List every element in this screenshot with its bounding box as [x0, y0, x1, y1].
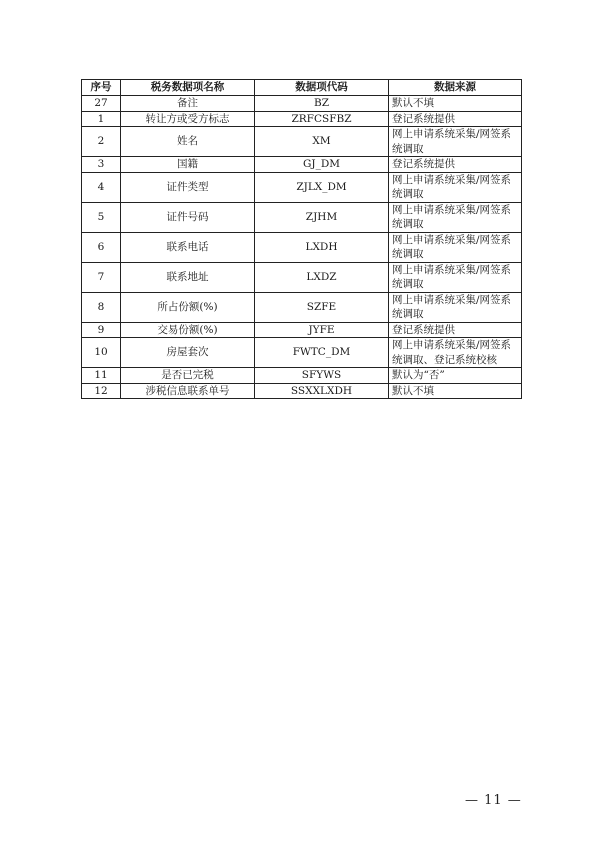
cell-item-code: ZJHM [255, 202, 389, 232]
cell-item-name: 联系电话 [121, 232, 255, 262]
cell-data-source: 登记系统提供 [389, 111, 522, 127]
cell-item-code: XM [255, 127, 389, 157]
cell-item-code: BZ [255, 96, 389, 112]
cell-serial: 2 [82, 127, 121, 157]
table-row [82, 111, 522, 127]
cell-item-name: 证件号码 [121, 202, 255, 232]
header-data-source: 数据来源 [389, 80, 522, 96]
cell-item-code: LXDZ [255, 262, 389, 292]
cell-serial: 6 [82, 232, 121, 262]
table-row [82, 262, 522, 292]
cell-item-code: SSXXLXDH [255, 383, 389, 399]
table-header-row [82, 80, 522, 96]
cell-item-name: 证件类型 [121, 172, 255, 202]
table-row [82, 383, 522, 399]
cell-serial: 27 [82, 96, 121, 112]
cell-item-name: 姓名 [121, 127, 255, 157]
table-row [82, 172, 522, 202]
cell-item-code: ZJLX_DM [255, 172, 389, 202]
cell-item-code: FWTC_DM [255, 338, 389, 368]
header-serial: 序号 [82, 80, 121, 96]
cell-data-source: 网上申请系统采集/网签系统调取 [389, 172, 522, 202]
cell-item-name: 所占份额(%) [121, 292, 255, 322]
cell-item-name: 交易份额(%) [121, 322, 255, 338]
table-row [82, 127, 522, 157]
table-row [82, 368, 522, 384]
table-row [82, 96, 522, 112]
table-row [82, 292, 522, 322]
cell-data-source: 默认不填 [389, 383, 522, 399]
cell-item-name: 转让方或受方标志 [121, 111, 255, 127]
cell-data-source: 网上申请系统采集/网签系统调取 [389, 127, 522, 157]
cell-item-code: ZRFCSFBZ [255, 111, 389, 127]
cell-serial: 12 [82, 383, 121, 399]
cell-data-source: 默认不填 [389, 96, 522, 112]
cell-item-name: 国籍 [121, 157, 255, 173]
cell-data-source: 网上申请系统采集/网签系统调取、登记系统校核 [389, 338, 522, 368]
cell-item-code: GJ_DM [255, 157, 389, 173]
cell-item-name: 涉税信息联系单号 [121, 383, 255, 399]
cell-serial: 4 [82, 172, 121, 202]
cell-serial: 3 [82, 157, 121, 173]
cell-data-source: 网上申请系统采集/网签系统调取 [389, 202, 522, 232]
cell-data-source: 网上申请系统采集/网签系统调取 [389, 262, 522, 292]
cell-serial: 10 [82, 338, 121, 368]
cell-serial: 11 [82, 368, 121, 384]
tax-data-table [81, 79, 522, 399]
cell-item-name: 联系地址 [121, 262, 255, 292]
table-row [82, 157, 522, 173]
cell-item-code: LXDH [255, 232, 389, 262]
cell-item-code: JYFE [255, 322, 389, 338]
cell-item-code: SZFE [255, 292, 389, 322]
cell-item-code: SFYWS [255, 368, 389, 384]
cell-serial: 7 [82, 262, 121, 292]
cell-item-name: 房屋套次 [121, 338, 255, 368]
cell-data-source: 默认为“否” [389, 368, 522, 384]
cell-data-source: 网上申请系统采集/网签系统调取 [389, 292, 522, 322]
header-item-code: 数据项代码 [255, 80, 389, 96]
page-number: — 11 — [465, 793, 522, 808]
cell-serial: 5 [82, 202, 121, 232]
table-row [82, 202, 522, 232]
cell-item-name: 是否已完税 [121, 368, 255, 384]
cell-serial: 8 [82, 292, 121, 322]
data-table-container [81, 79, 521, 399]
header-item-name: 税务数据项名称 [121, 80, 255, 96]
cell-data-source: 登记系统提供 [389, 157, 522, 173]
table-row [82, 338, 522, 368]
table-row [82, 232, 522, 262]
cell-data-source: 登记系统提供 [389, 322, 522, 338]
table-row [82, 322, 522, 338]
cell-serial: 9 [82, 322, 121, 338]
cell-data-source: 网上申请系统采集/网签系统调取 [389, 232, 522, 262]
cell-item-name: 备注 [121, 96, 255, 112]
cell-serial: 1 [82, 111, 121, 127]
